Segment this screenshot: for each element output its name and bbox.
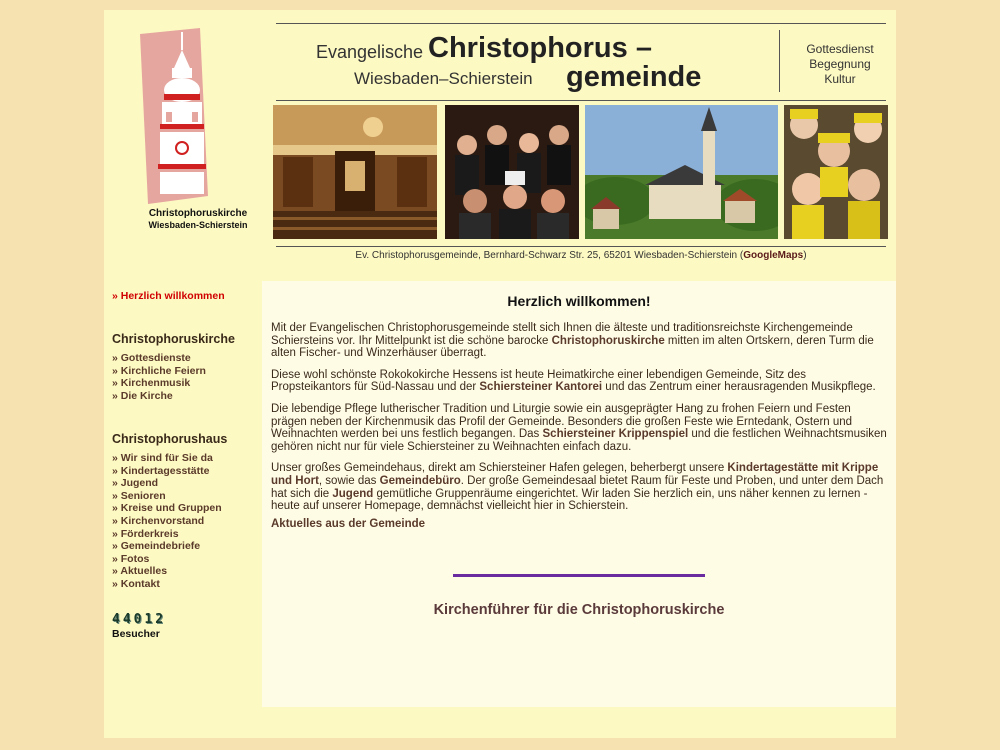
sidebar-navigation <box>112 290 262 640</box>
nav-wir-sind-fuer-sie-da[interactable]: » Wir sind für Sie da <box>112 452 213 464</box>
visitor-counter: 44012 <box>112 612 167 627</box>
title-divider <box>779 30 780 92</box>
title-wiesbaden-schierstein: Wiesbaden–Schierstein <box>354 69 533 88</box>
p2-bold-kantorei: Schiersteiner Kantorei <box>479 381 603 394</box>
nav-gemeindebriefe[interactable]: » Gemeindebriefe <box>112 540 201 553</box>
p3-text-1: Die lebendige Pflege lutherischer Tradition und Liturgie sowie ein ausgeprägter Hang zu frohen Feiern und Festen prägen neben der Kirchenmusik das Profil der Gemeinde. Besonders die großen Feste wie Erntedank, Ostern und Weihnachten werden bei uns festlich begangen. Das <box>271 402 853 441</box>
p1-text-1: Mit der Evangelischen Christophorusgemeinde stellt sich Ihnen die älteste und traditionsreichste Kirchengemeinde Schiersteins vor. Ihr Mittelpunkt ist die schöne barocke <box>271 322 853 347</box>
nav-gottesdienste[interactable]: » Gottesdienste <box>112 352 191 364</box>
tagline <box>788 42 892 87</box>
page-title: Herzlich willkommen! <box>507 293 651 309</box>
nav-senioren[interactable]: » Senioren <box>112 489 166 502</box>
church-interior-photo <box>273 105 437 239</box>
nav-kirchenmusik[interactable]: » Kirchenmusik <box>112 377 191 390</box>
p2-text-2: und das Zentrum einer herausragenden Musikpflege. <box>602 381 876 394</box>
p1-text-2: mitten im alten Ortskern, deren Turm die alten Fischer- und Winzerhäuser überragt. <box>271 334 874 360</box>
address-divider <box>276 246 886 247</box>
nav-kindertagesstaette[interactable]: » Kindertagesstätte <box>112 464 210 477</box>
title-evangelische: Evangelische <box>316 42 424 62</box>
nav-foerderkreis[interactable]: » Förderkreis <box>112 527 179 540</box>
children-photo <box>784 105 888 239</box>
intro-paragraph-2 <box>271 369 887 394</box>
site-title-banner <box>276 23 886 101</box>
nav-kontakt[interactable]: » Kontakt <box>112 577 160 590</box>
sidebar-list-haus <box>112 452 222 591</box>
nav-fotos[interactable]: » Fotos <box>112 552 150 565</box>
p1-bold-christophoruskirche: Christophoruskirche <box>551 334 665 347</box>
googlemaps-link[interactable]: GoogleMaps <box>743 250 804 261</box>
logo-caption-location: Wiesbaden-Schierstein <box>148 220 248 230</box>
content-divider <box>453 574 705 577</box>
nav-aktuelles[interactable]: » Aktuelles <box>112 565 168 578</box>
intro-paragraph-1 <box>271 322 887 360</box>
nav-kirchliche-feiern[interactable]: » Kirchliche Feiern <box>112 364 206 377</box>
p3-bold-krippenspiel: Schiersteiner Krippenspiel <box>542 428 689 441</box>
intro-text <box>271 322 887 522</box>
title-gemeinde: gemeinde <box>566 61 702 93</box>
p4-bold-gemeindebuero: Gemeindebüro <box>379 474 461 487</box>
p4-text-4: gemütliche Gruppenräume eingerichtet. Wir laden Sie herzlich ein, uns näher kennen zu lernen - heute auf unserer Homepage, demnächst vielleicht hier in Schierstein. <box>271 487 868 513</box>
nav-die-kirche[interactable]: » Die Kirche <box>112 389 173 402</box>
address-text: Ev. Christophorusgemeinde, Bernhard-Schwarz Str. 25, 65201 Wiesbaden-Schierstein ( <box>355 250 744 261</box>
page-container <box>104 10 896 738</box>
nav-jugend[interactable]: » Jugend <box>112 477 159 490</box>
visitor-counter-label: Besucher <box>112 628 160 640</box>
p4-text-3: . Der große Gemeindesaal bietet Raum für Feste und Proben, und unter dem Dach hat sich die <box>271 474 884 500</box>
p4-bold-kindertagestaette: Kindertagestätte mit Krippe und Hort <box>271 462 879 487</box>
p4-bold-jugend: Jugend <box>332 487 374 500</box>
title-christophorus: Christophorus – <box>428 32 652 64</box>
intro-paragraph-3 <box>271 403 887 453</box>
tagline-begegnung: Begegnung <box>809 57 871 71</box>
news-link[interactable]: Aktuelles aus der Gemeinde <box>271 518 426 530</box>
logo-caption-church: Christophoruskirche <box>148 208 248 219</box>
sidebar-list-kirche <box>112 352 206 402</box>
intro-paragraph-4 <box>271 462 887 512</box>
tagline-gottesdienst: Gottesdienst <box>806 42 874 56</box>
p2-text-1: Diese wohl schönste Rokokokirche Hessens ist heute Heimatkirche einer lebendigen Gemeinde, Sitz des Propsteikantors für Süd-Nassau und der <box>271 368 807 394</box>
address-line <box>276 250 886 261</box>
choir-photo <box>445 105 579 239</box>
church-logo[interactable] <box>128 28 246 240</box>
sidebar-heading-christophorushaus: Christophorushaus <box>112 432 228 446</box>
p4-text-1: Unser großes Gemeindehaus, direkt am Schiersteiner Hafen gelegen, beherbergt unsere <box>271 462 728 475</box>
p3-text-2: und die festlichen Weihnachtsmusiken gehören nicht nur für viele Schiersteiner zu Weihnachten einfach dazu. <box>271 428 887 453</box>
nav-herzlich-willkommen[interactable]: » Herzlich willkommen <box>112 290 225 302</box>
p4-text-2: , sowie das <box>318 474 380 487</box>
address-suffix: ) <box>803 250 807 261</box>
nav-kirchenvorstand[interactable]: » Kirchenvorstand <box>112 514 205 527</box>
church-exterior-photo <box>585 105 778 239</box>
sidebar-heading-christophoruskirche: Christophoruskirche <box>112 332 235 346</box>
tagline-kultur: Kultur <box>824 72 856 86</box>
nav-kreise-und-gruppen[interactable]: » Kreise und Gruppen <box>112 502 222 515</box>
main-content <box>262 281 896 707</box>
church-tower-illustration <box>140 28 208 204</box>
church-guide-heading[interactable]: Kirchenführer für die Christophoruskirche <box>433 602 725 618</box>
